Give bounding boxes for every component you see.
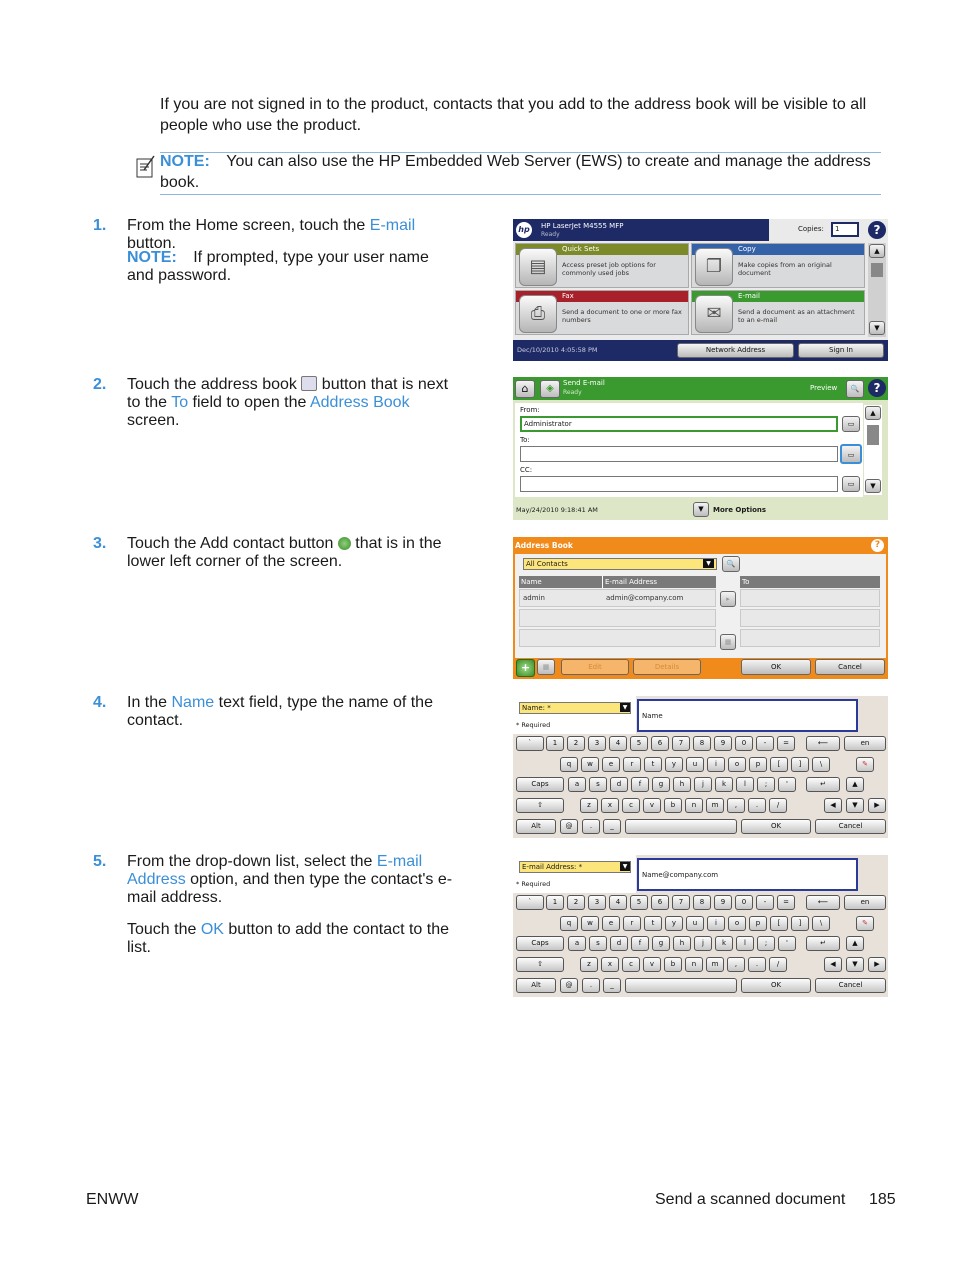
step-2-text-b: button that is next [317, 376, 449, 393]
enter-icon[interactable]: ↵ [806, 777, 840, 792]
start-icon[interactable]: ◈ [540, 380, 560, 398]
key[interactable]: 2 [567, 895, 585, 910]
key[interactable]: s [589, 936, 607, 951]
step-2-text-a: Touch the address book [127, 376, 302, 393]
home-datetime: Dec/10/2010 4:05:58 PM [517, 346, 598, 354]
step-5-text-p2a: Touch the [127, 921, 201, 938]
step-4-text-a: In the [127, 694, 172, 711]
note-top [160, 153, 880, 192]
footer-left: ENWW [86, 1191, 139, 1208]
from-address-book-icon[interactable]: ▭ [842, 416, 860, 432]
step-5-text-a: From the drop-down list, select the [127, 853, 377, 870]
key[interactable]: x [601, 798, 619, 813]
intro-paragraph [160, 96, 880, 135]
details-button[interactable]: Details [633, 659, 701, 675]
cc-field[interactable] [520, 476, 838, 492]
scroll-up-icon[interactable]: ▲ [869, 244, 885, 258]
recipient-row[interactable] [740, 589, 880, 607]
key[interactable]: ] [791, 757, 809, 772]
home-scrollbar[interactable] [868, 243, 886, 337]
key[interactable]: v [643, 957, 661, 972]
recipient-row[interactable] [740, 629, 880, 647]
key[interactable]: 6 [651, 736, 669, 751]
contact-email: admin@company.com [606, 594, 684, 602]
preview-icon[interactable]: 🔍 [846, 380, 864, 398]
key[interactable]: k [715, 936, 733, 951]
step-1-note-label: NOTE: [127, 249, 177, 266]
step-3-number: 3. [93, 535, 107, 552]
col-email-header: E-mail Address [602, 576, 716, 588]
key[interactable]: , [727, 957, 745, 972]
key[interactable]: z [580, 798, 598, 813]
key-backtick[interactable]: ` [516, 895, 544, 910]
underscore-key[interactable]: _ [603, 978, 621, 993]
arrow-up-icon[interactable]: ▲ [846, 777, 864, 792]
key[interactable]: j [694, 936, 712, 951]
key[interactable]: d [610, 777, 628, 792]
home-screen [513, 219, 888, 361]
footer-section-title: Send a scanned document [655, 1191, 846, 1208]
step-1-note-line1: If prompted, type your user name [193, 249, 429, 266]
step-5-text-c: mail address. [127, 889, 223, 906]
address-book-screen [513, 537, 888, 679]
key[interactable]: ; [757, 777, 775, 792]
quick-sets-icon: ▤ [519, 248, 557, 286]
fax-icon: ⎙ [519, 295, 557, 333]
key[interactable]: 0 [735, 895, 753, 910]
address-book-icon [301, 376, 317, 391]
send-email-screen [513, 377, 888, 520]
cc-label: CC: [520, 466, 533, 474]
key[interactable]: m [706, 798, 724, 813]
key[interactable]: y [665, 916, 683, 931]
space-key[interactable] [625, 819, 737, 834]
home-header [513, 219, 769, 241]
contact-row-empty[interactable] [519, 609, 716, 627]
copies-input[interactable]: 1 [831, 222, 859, 237]
key[interactable]: r [623, 757, 641, 772]
key[interactable]: 5 [630, 895, 648, 910]
key[interactable]: q [560, 916, 578, 931]
copies-label: Copies: [798, 225, 824, 233]
key[interactable]: e [602, 916, 620, 931]
key[interactable]: 7 [672, 736, 690, 751]
more-options-icon[interactable]: ▼ [693, 502, 709, 517]
help-icon[interactable]: ? [871, 539, 884, 552]
step-5-text-p2c: list. [127, 939, 151, 956]
dropdown-arrow-icon: ▼ [620, 862, 630, 871]
key[interactable]: n [685, 957, 703, 972]
address-book-body [515, 554, 886, 658]
clear-icon[interactable]: ✎ [856, 757, 874, 772]
arrow-up-icon[interactable]: ▲ [846, 936, 864, 951]
intro-line-2: people who use the product. [160, 117, 362, 134]
intro-line-1: If you are not signed in to the product, contacts that you add to the address book will be visible to all [160, 96, 867, 113]
recipient-row[interactable] [740, 609, 880, 627]
dropdown-arrow-icon: ▼ [703, 559, 714, 568]
tile-quick-sets-desc: Access preset job options for commonly used jobs [562, 261, 656, 277]
from-label: From: [520, 406, 540, 414]
step-3-text-a: Touch the Add contact button [127, 535, 338, 552]
key[interactable]: 2 [567, 736, 585, 751]
email-icon: ✉ [695, 295, 733, 333]
step-5-text [127, 853, 467, 907]
key[interactable]: a [568, 936, 586, 951]
preview-label: Preview [810, 384, 838, 392]
ok-button[interactable]: OK [741, 659, 811, 675]
delete-contact-icon[interactable]: ▦ [537, 659, 555, 675]
required-note: * Required [516, 721, 551, 729]
key[interactable]: u [686, 757, 704, 772]
step-1-text [127, 217, 467, 253]
name-input[interactable]: Name [637, 699, 858, 732]
arrow-down-icon[interactable]: ▼ [846, 957, 864, 972]
underscore-key[interactable]: _ [603, 819, 621, 834]
key[interactable]: o [728, 757, 746, 772]
cancel-button[interactable]: Cancel [815, 978, 886, 993]
step-4-text [127, 694, 467, 730]
key[interactable]: e [602, 757, 620, 772]
key[interactable]: / [769, 957, 787, 972]
cc-address-book-icon[interactable]: ▭ [842, 476, 860, 492]
key[interactable]: f [631, 936, 649, 951]
to-address-book-icon[interactable]: ▭ [840, 444, 862, 464]
key[interactable]: o [728, 916, 746, 931]
key[interactable]: 1 [546, 895, 564, 910]
email-datetime: May/24/2010 9:18:41 AM [516, 506, 598, 514]
step-5-number: 5. [93, 853, 107, 870]
step-4-text-c: contact. [127, 712, 184, 729]
key[interactable]: d [610, 936, 628, 951]
keyboard [513, 736, 888, 838]
key[interactable]: h [673, 936, 691, 951]
field-type-dropdown[interactable]: E-mail Address: * [519, 861, 631, 873]
key-backtick[interactable]: ` [516, 736, 544, 751]
required-note: * Required [516, 880, 551, 888]
contact-row-empty[interactable] [519, 629, 716, 647]
key[interactable]: 9 [714, 736, 732, 751]
key[interactable]: z [580, 957, 598, 972]
key[interactable]: w [581, 916, 599, 931]
step-5-text-b: option, and then type the contact's e- [185, 871, 453, 888]
key[interactable]: g [652, 936, 670, 951]
note-label: NOTE: [160, 153, 210, 170]
tile-copy-desc: Make copies from an original document [738, 261, 832, 277]
key[interactable]: i [707, 916, 725, 931]
key[interactable]: l [736, 936, 754, 951]
key[interactable]: ] [791, 916, 809, 931]
key[interactable]: ' [778, 936, 796, 951]
contacts-filter-dropdown[interactable]: All Contacts [523, 558, 717, 570]
step-2-text-d: field to open the [188, 394, 310, 411]
key[interactable]: 4 [609, 895, 627, 910]
key[interactable]: t [644, 916, 662, 931]
key[interactable]: n [685, 798, 703, 813]
hp-logo-icon: hp [516, 222, 532, 238]
remove-recipient-icon[interactable]: ▦ [720, 634, 736, 650]
key[interactable]: 8 [693, 895, 711, 910]
device-name: HP LaserJet M4555 MFP [541, 222, 624, 230]
key[interactable]: ' [778, 777, 796, 792]
key[interactable]: x [601, 957, 619, 972]
field-type-dropdown[interactable]: Name: * [519, 702, 631, 714]
key[interactable]: \ [812, 916, 830, 931]
tile-quick-sets-title: Quick Sets [516, 244, 688, 255]
to-label: To: [520, 436, 530, 444]
alt-key[interactable]: Alt [516, 819, 556, 834]
backspace-icon[interactable]: ⟵ [806, 895, 840, 910]
language-key[interactable]: en [844, 736, 886, 751]
scroll-up-icon[interactable]: ▲ [865, 406, 881, 420]
key[interactable]: 9 [714, 895, 732, 910]
key[interactable]: c [622, 957, 640, 972]
step-5-text-2 [127, 921, 467, 957]
contact-row[interactable] [519, 589, 716, 607]
key[interactable]: b [664, 798, 682, 813]
key[interactable]: 6 [651, 895, 669, 910]
shift-icon[interactable]: ⇧ [516, 798, 564, 813]
step-4-number: 4. [93, 694, 107, 711]
key[interactable]: [ [770, 916, 788, 931]
note-icon [135, 155, 157, 179]
key[interactable]: l [736, 777, 754, 792]
to-field[interactable] [520, 446, 838, 462]
key[interactable]: f [631, 777, 649, 792]
step-2-text [127, 376, 467, 430]
scroll-down-icon[interactable]: ▼ [865, 479, 881, 493]
search-icon[interactable]: 🔍 [722, 556, 740, 572]
step-2-text-c: to the [127, 394, 172, 411]
enter-icon[interactable]: ↵ [806, 936, 840, 951]
step-2-to-link: To [171, 394, 189, 411]
caps-key[interactable]: Caps [516, 936, 564, 951]
at-key[interactable]: @ [560, 819, 578, 834]
scroll-down-icon[interactable]: ▼ [869, 321, 885, 335]
key[interactable]: 3 [588, 895, 606, 910]
key[interactable]: q [560, 757, 578, 772]
scroll-thumb[interactable] [871, 263, 883, 277]
shift-icon[interactable]: ⇧ [516, 957, 564, 972]
key[interactable]: \ [812, 757, 830, 772]
key[interactable]: u [686, 916, 704, 931]
email-input[interactable]: Name@company.com [637, 858, 858, 891]
step-1-number: 1. [93, 217, 107, 234]
col-to-header: To [740, 576, 880, 588]
key[interactable]: 7 [672, 895, 690, 910]
key[interactable]: 4 [609, 736, 627, 751]
device-status: Ready [541, 231, 560, 238]
step-1-text-a: From the Home screen, touch the [127, 217, 370, 234]
arrow-right-icon[interactable]: ▶ [868, 798, 886, 813]
tile-quick-sets[interactable] [515, 243, 689, 288]
add-contact-icon[interactable]: + [516, 659, 535, 677]
arrow-left-icon[interactable]: ◀ [824, 798, 842, 813]
step-5-ok-link: OK [200, 921, 224, 938]
add-contact-icon [338, 537, 351, 550]
key[interactable]: p [749, 757, 767, 772]
key[interactable]: r [623, 916, 641, 931]
key[interactable]: . [748, 957, 766, 972]
key[interactable]: h [673, 777, 691, 792]
step-4-text-b: text field, type the name of the [214, 694, 433, 711]
caps-key[interactable]: Caps [516, 777, 564, 792]
key[interactable]: v [643, 798, 661, 813]
key[interactable]: p [749, 916, 767, 931]
key[interactable]: y [665, 757, 683, 772]
send-email-status: Ready [563, 389, 582, 396]
ok-button[interactable]: OK [741, 978, 811, 993]
key[interactable]: ; [757, 936, 775, 951]
key[interactable]: - [756, 736, 774, 751]
address-book-title: Address Book [515, 541, 573, 550]
key[interactable]: m [706, 957, 724, 972]
contact-name: admin [523, 594, 545, 602]
tile-fax[interactable] [515, 290, 689, 335]
note-text-line2: book. [160, 174, 200, 191]
key[interactable]: . [748, 798, 766, 813]
email-scrollbar[interactable] [864, 405, 882, 495]
tile-email-desc: Send a document as an attachment to an e-mail [738, 308, 855, 324]
tile-email-title: E-mail [692, 291, 864, 302]
help-icon[interactable]: ? [868, 221, 886, 239]
step-1-note [127, 249, 457, 285]
step-2-address-book-link: Address Book [309, 394, 410, 411]
step-5-address-link: Address [127, 871, 186, 888]
arrow-right-icon[interactable]: ▶ [868, 957, 886, 972]
key[interactable]: = [777, 895, 795, 910]
key[interactable]: [ [770, 757, 788, 772]
step-1-email-link: E-mail [369, 217, 416, 234]
note-bottom-rule [160, 194, 881, 195]
more-options-button[interactable]: More Options [713, 506, 767, 514]
step-5-email-link: E-mail [376, 853, 423, 870]
arrow-left-icon[interactable]: ◀ [824, 957, 842, 972]
name-entry-screen [513, 696, 888, 838]
key[interactable]: 1 [546, 736, 564, 751]
copy-icon: ❐ [695, 248, 733, 286]
tile-copy-title: Copy [692, 244, 864, 255]
step-3-text-b: that is in the [350, 535, 442, 552]
cancel-button[interactable]: Cancel [815, 659, 885, 675]
step-5-text-p2b: button to add the contact to the [223, 921, 450, 938]
at-key[interactable]: @ [560, 978, 578, 993]
arrow-down-icon[interactable]: ▼ [846, 798, 864, 813]
key[interactable]: k [715, 777, 733, 792]
step-1-text-b: button. [127, 235, 176, 252]
key[interactable]: , [727, 798, 745, 813]
key[interactable]: i [707, 757, 725, 772]
tile-fax-desc: Send a document to one or more fax numbers [562, 308, 682, 324]
page-number: 185 [869, 1191, 896, 1208]
help-icon[interactable]: ? [868, 379, 886, 397]
network-address-button[interactable]: Network Address [677, 343, 794, 358]
key[interactable]: b [664, 957, 682, 972]
key[interactable]: t [644, 757, 662, 772]
dropdown-arrow-icon: ▼ [620, 703, 630, 712]
key[interactable]: s [589, 777, 607, 792]
step-3-text-c: lower left corner of the screen. [127, 553, 343, 570]
sign-in-button[interactable]: Sign In [798, 343, 884, 358]
step-2-text-e: screen. [127, 412, 180, 429]
col-name-header: Name [519, 576, 716, 588]
step-3-text [127, 535, 467, 571]
alt-key[interactable]: Alt [516, 978, 556, 993]
tile-fax-title: Fax [516, 291, 688, 302]
clear-icon[interactable]: ✎ [856, 916, 874, 931]
tile-copy[interactable] [691, 243, 865, 288]
key[interactable]: c [622, 798, 640, 813]
send-email-title: Send E-mail [563, 379, 605, 387]
home-footer [513, 340, 888, 361]
step-1-note-line2: and password. [127, 267, 232, 284]
dot-key[interactable]: . [582, 819, 600, 834]
key[interactable]: j [694, 777, 712, 792]
backspace-icon[interactable]: ⟵ [806, 736, 840, 751]
key[interactable]: 5 [630, 736, 648, 751]
note-text-line1: You can also use the HP Embedded Web Server (EWS) to create and manage the address [226, 153, 871, 170]
edit-button[interactable]: Edit [561, 659, 629, 675]
add-to-recipient-icon[interactable]: ▸ [720, 591, 736, 607]
key[interactable]: g [652, 777, 670, 792]
home-icon[interactable]: ⌂ [515, 380, 535, 398]
ok-button[interactable]: OK [741, 819, 811, 834]
dot-key[interactable]: . [582, 978, 600, 993]
key[interactable]: / [769, 798, 787, 813]
keyboard [513, 895, 888, 997]
key[interactable]: a [568, 777, 586, 792]
step-2-number: 2. [93, 376, 107, 393]
tile-email[interactable] [691, 290, 865, 335]
key[interactable]: 3 [588, 736, 606, 751]
email-form [515, 403, 863, 497]
from-field[interactable]: Administrator [520, 416, 838, 432]
key[interactable]: - [756, 895, 774, 910]
cancel-button[interactable]: Cancel [815, 819, 886, 834]
key[interactable]: w [581, 757, 599, 772]
email-entry-screen [513, 855, 888, 997]
language-key[interactable]: en [844, 895, 886, 910]
step-4-name-link: Name [171, 694, 215, 711]
key[interactable]: = [777, 736, 795, 751]
key[interactable]: 8 [693, 736, 711, 751]
key[interactable]: 0 [735, 736, 753, 751]
scroll-thumb[interactable] [867, 425, 879, 445]
space-key[interactable] [625, 978, 737, 993]
